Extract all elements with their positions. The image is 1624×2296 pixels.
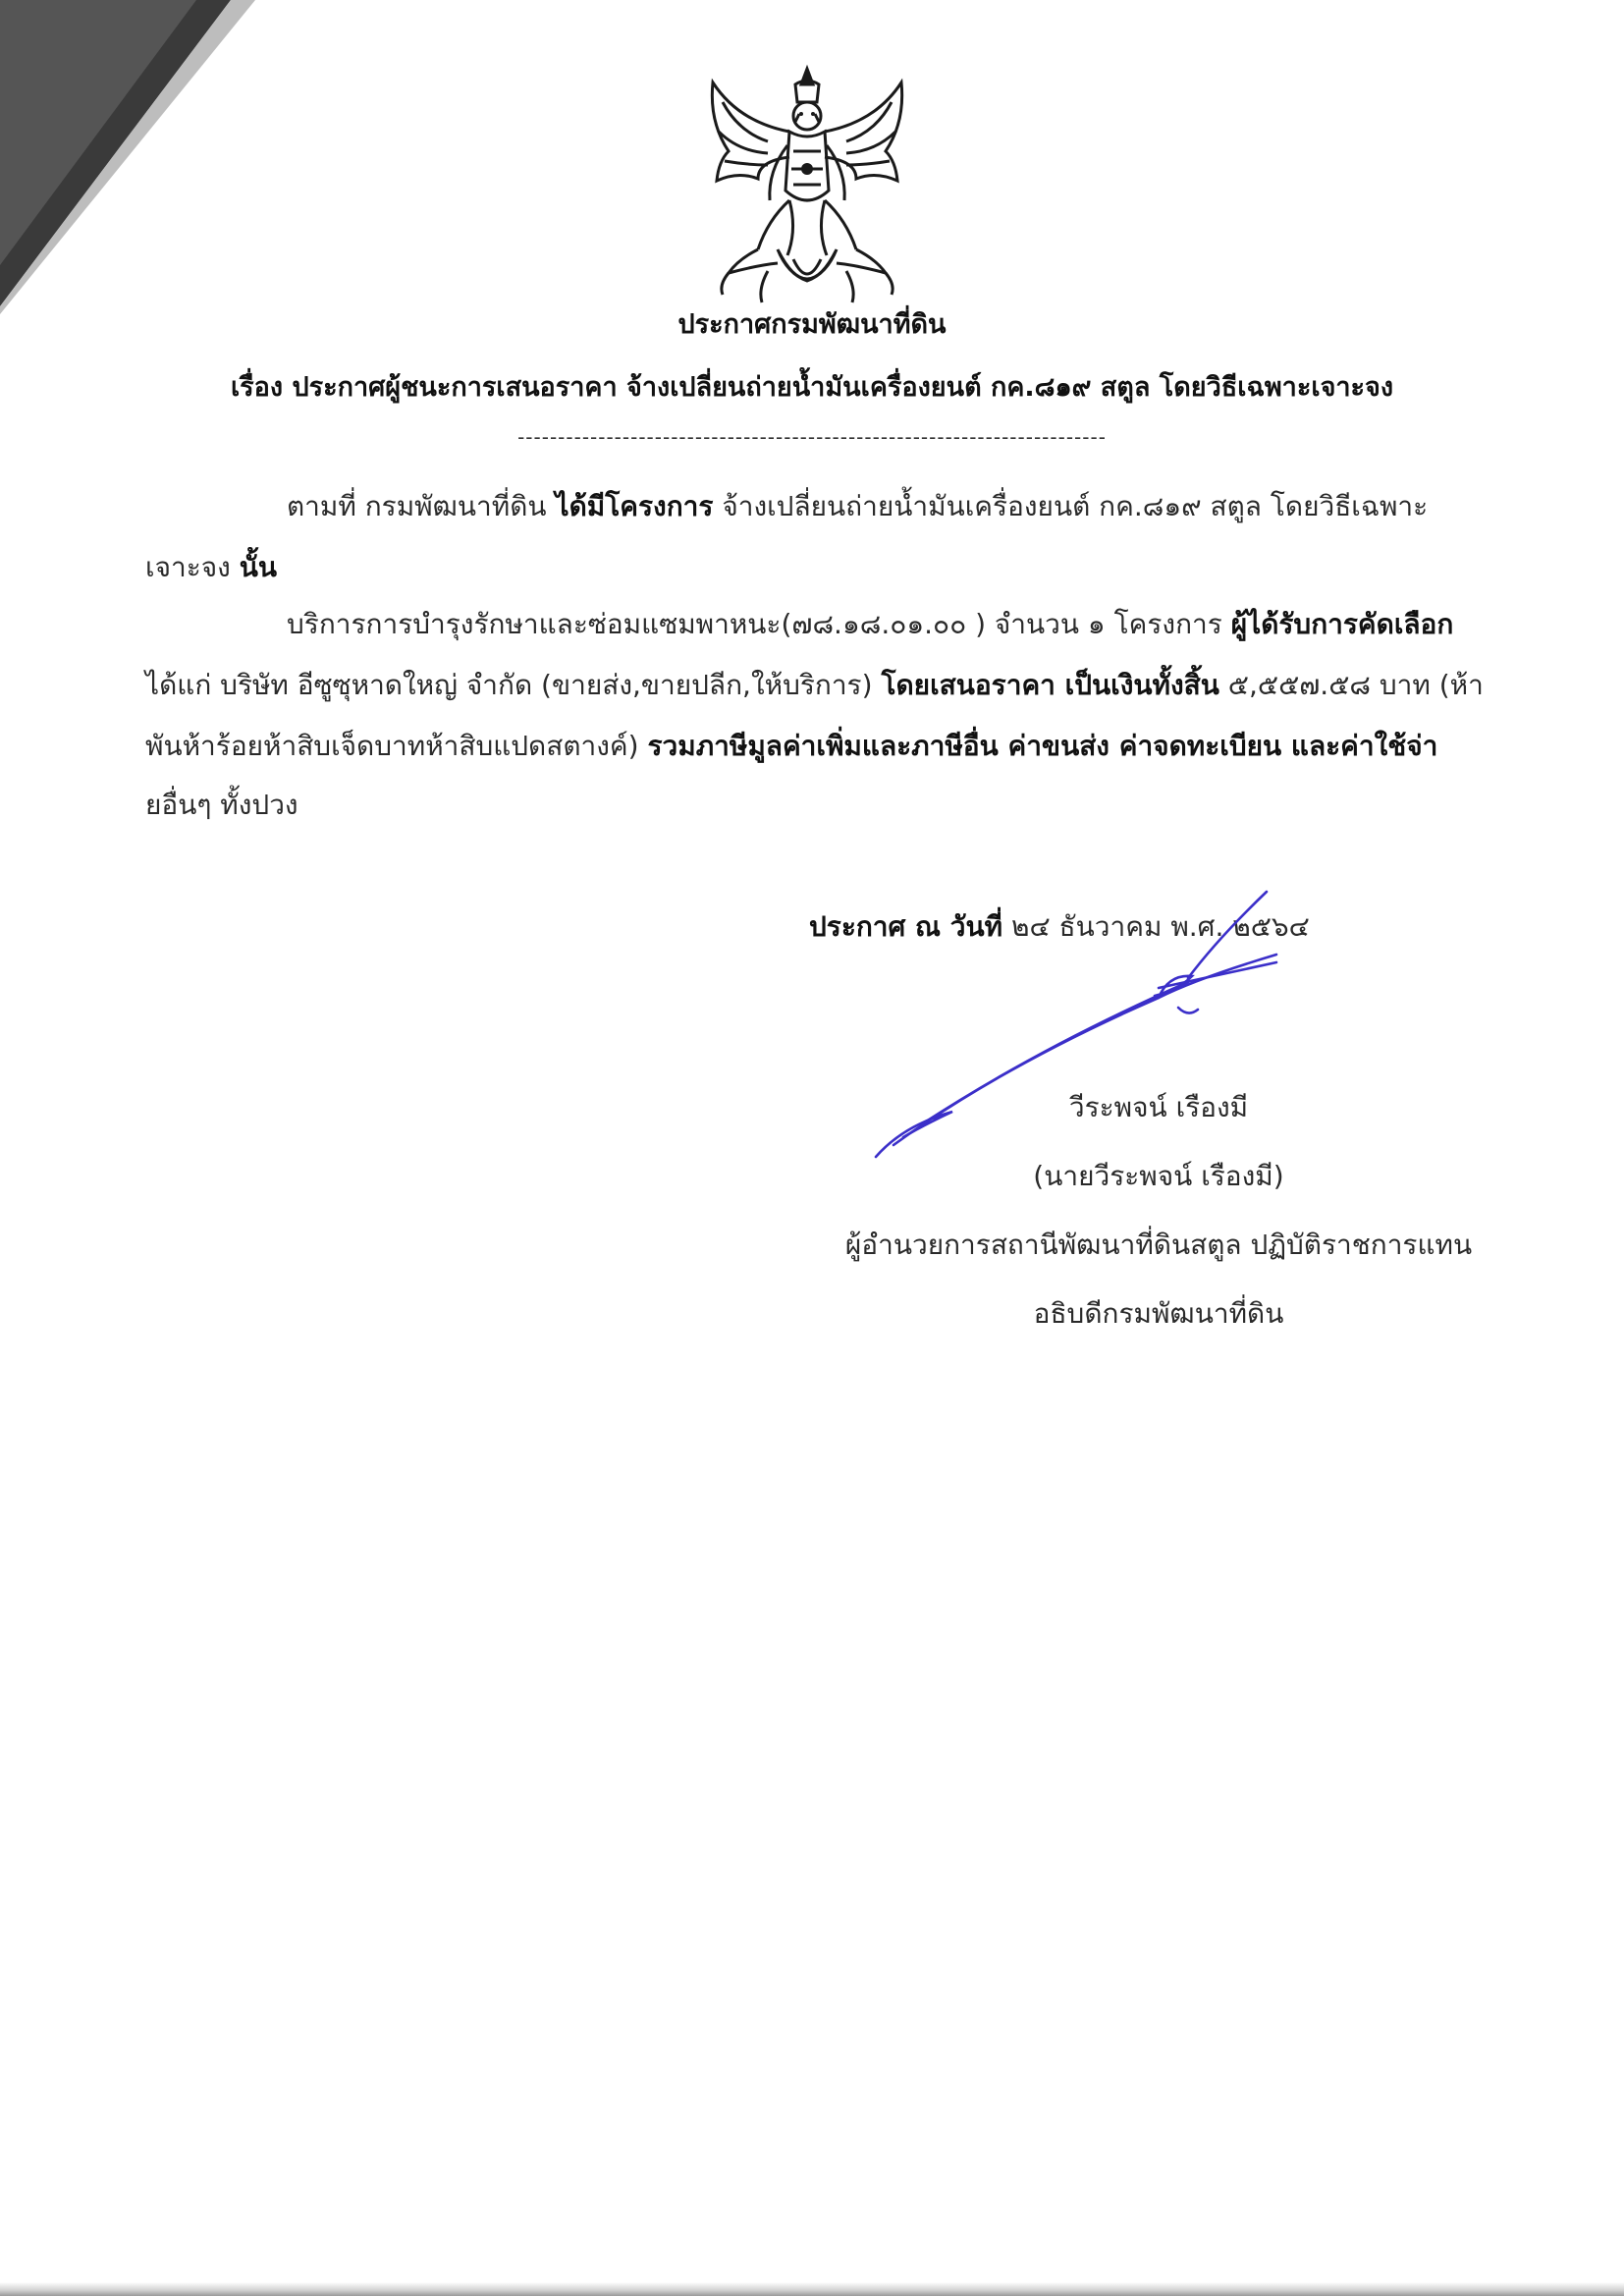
document-title: ประกาศกรมพัฒนาที่ดิน bbox=[677, 309, 947, 340]
text-segment-bold: ได้มีโครงการ bbox=[555, 490, 714, 522]
scan-bottom-edge bbox=[0, 2282, 1624, 2296]
announcement-label: ประกาศ ณ วันที่ bbox=[809, 910, 1003, 943]
signature-icon bbox=[864, 880, 1296, 1175]
paragraph-1-line-2 bbox=[145, 546, 277, 589]
document-subject: เรื่อง ประกาศผู้ชนะการเสนอราคา จ้างเปลี่ยนถ่ายน้ำมันเครื่องยนต์ กค.๘๑๙ สตูล โดยวิธีเฉพาะเจาะจง bbox=[230, 372, 1394, 403]
text-segment: จ้างเปลี่ยนถ่ายน้ำมันเครื่องยนต์ กค.๘๑๙ สตูล โดยวิธีเฉพาะ bbox=[722, 490, 1429, 522]
signatory-position-line-2: อธิบดีกรมพัฒนาที่ดิน bbox=[1033, 1297, 1284, 1330]
text-segment-bold: นั้น bbox=[239, 551, 278, 583]
text-segment: ยอื่นๆ ทั้งปวง bbox=[145, 789, 298, 821]
text-segment-bold: รวมภาษีมูลค่าเพิ่มและภาษีอื่น ค่าขนส่ง ค่าจดทะเบียน และค่าใช้จ่า bbox=[647, 730, 1438, 762]
text-segment-bold: ผู้ได้รับการคัดเลือก bbox=[1230, 608, 1454, 640]
text-segment-bold: โดยเสนอราคา เป็นเงินทั้งสิ้น bbox=[881, 669, 1219, 701]
text-segment: ได้แก่ บริษัท อีซูซุหาดใหญ่ จำกัด (ขายส่ง,ขายปลีก,ให้บริการ) bbox=[145, 669, 873, 701]
signatory-name: วีระพจน์ เรืองมี bbox=[1068, 1091, 1249, 1123]
paragraph-2-line-2 bbox=[145, 664, 1484, 707]
text-segment: ตามที่ กรมพัฒนาที่ดิน bbox=[287, 490, 547, 522]
paragraph-2-line-3 bbox=[145, 725, 1437, 768]
text-segment: ๕,๕๕๗.๕๘ บาท (ห้า bbox=[1227, 669, 1484, 701]
paragraph-2-line-4 bbox=[145, 784, 298, 827]
scan-corner-shadow bbox=[0, 0, 255, 314]
signatory-full-name: (นายวีระพจน์ เรืองมี) bbox=[1033, 1160, 1284, 1192]
divider-line: ------------------------------------------------------------------------- bbox=[517, 425, 1107, 449]
text-segment: เจาะจง bbox=[145, 551, 231, 583]
text-segment: พันห้าร้อยห้าสิบเจ็ดบาทห้าสิบแปดสตางค์) bbox=[145, 730, 639, 762]
garuda-emblem-icon bbox=[699, 63, 915, 308]
paragraph-2-line-1 bbox=[287, 603, 1453, 646]
announcement-date: ๒๔ ธันวาคม พ.ศ. ๒๕๖๔ bbox=[1011, 910, 1310, 943]
paragraph-1-line-1 bbox=[287, 485, 1428, 528]
signatory-position-line-1: ผู้อำนวยการสถานีพัฒนาที่ดินสตูล ปฏิบัติราชการแทน bbox=[844, 1229, 1473, 1261]
text-segment: บริการการบำรุงรักษาและซ่อมแซมพาหนะ(๗๘.๑๘.๐๑.๐๐ ) จำนวน ๑ โครงการ bbox=[287, 608, 1222, 640]
